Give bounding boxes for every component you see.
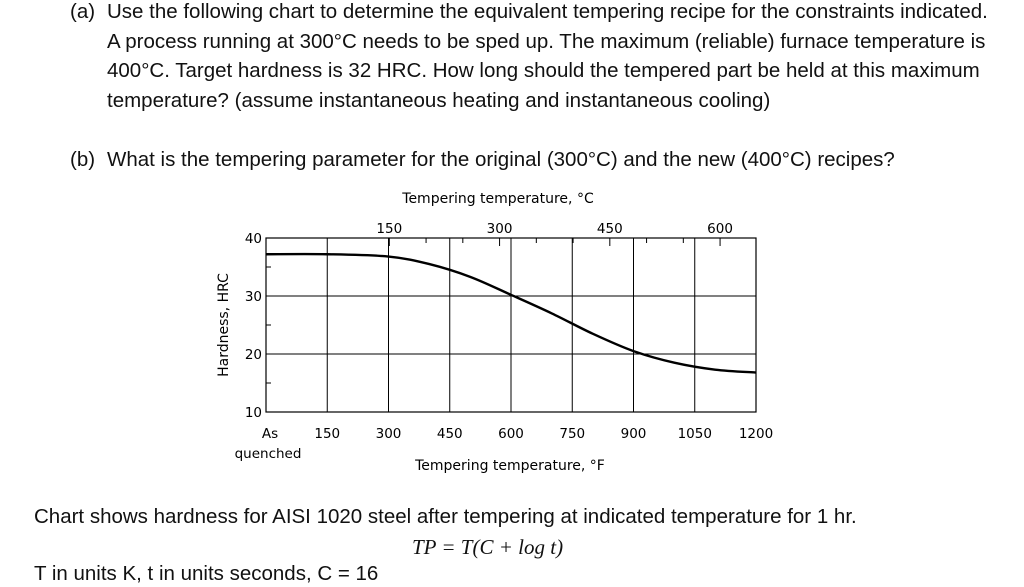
x-tick-label: 300 bbox=[375, 426, 402, 442]
y-axis-title: Hardness, HRC bbox=[216, 273, 232, 377]
top-tick-labels bbox=[376, 221, 733, 237]
hardness-chart bbox=[208, 186, 778, 476]
x-tick-label: 450 bbox=[436, 426, 463, 442]
x-tick-label: 1200 bbox=[738, 426, 774, 442]
grid-lines bbox=[266, 238, 756, 412]
top-tick-label: 300 bbox=[486, 221, 513, 237]
x-axis-title: Tempering temperature, °F bbox=[415, 458, 605, 474]
question-a-label: (a) bbox=[70, 0, 96, 23]
x-tick-labels bbox=[314, 426, 773, 442]
x-tick-label: 900 bbox=[620, 426, 647, 442]
chart-caption: Chart shows hardness for AISI 1020 steel after tempering at indicated temperature for 1 hr. bbox=[34, 505, 857, 528]
y-tick-label: 40 bbox=[244, 231, 262, 247]
y-tick-label: 20 bbox=[244, 347, 262, 363]
tick-marks bbox=[266, 238, 720, 383]
x-tick-label: 1050 bbox=[677, 426, 712, 442]
question-a bbox=[70, 0, 1000, 115]
top-tick-label: 600 bbox=[707, 221, 733, 237]
question-a-text: Use the following chart to determine the equivalent tempering recipe for the constraints indicated. A process running at 300°C needs to be sped up. The maximum (reliable) furnace temperature is 400°C. Target hardness is 32 HRC. How long should the tempered part be held at this maximum temperature? (assume instantaneous heating and instantaneous cooling) bbox=[107, 0, 988, 112]
question-b-text: What is the tempering parameter for the original (300°C) and the new (400°C) recipes? bbox=[107, 148, 895, 171]
x-tick-label: 750 bbox=[559, 426, 586, 442]
x-tick-label: 600 bbox=[498, 426, 524, 442]
y-tick-label: 30 bbox=[244, 289, 262, 305]
y-tick-labels bbox=[245, 231, 262, 421]
top-tick-label: 450 bbox=[596, 221, 623, 237]
units-note: T in units K, t in units seconds, C = 16 bbox=[34, 562, 379, 585]
top-tick-label: 150 bbox=[376, 221, 403, 237]
top-axis-title: Tempering temperature, °C bbox=[402, 191, 594, 207]
y-tick-label: 10 bbox=[244, 405, 262, 421]
x-tick-label: 150 bbox=[314, 426, 341, 442]
tempering-parameter-formula: TP = T(C + log t) bbox=[412, 535, 564, 559]
x-tick-first-sub: quenched bbox=[234, 446, 302, 462]
question-b-label: (b) bbox=[70, 148, 96, 171]
x-tick-first: As bbox=[261, 426, 279, 442]
question-b bbox=[70, 145, 1000, 175]
